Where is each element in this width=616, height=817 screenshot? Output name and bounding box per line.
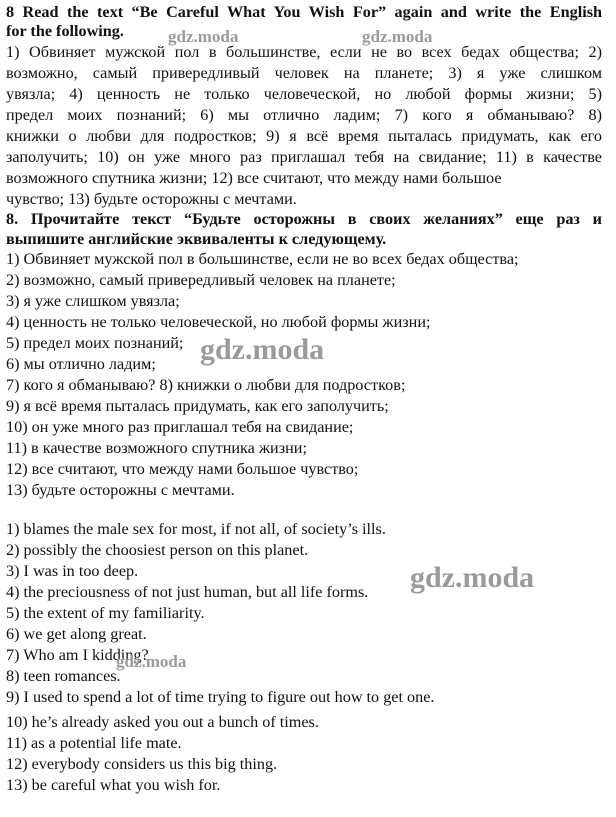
watermark: gdz.moda — [168, 27, 239, 46]
list-item: 11) в качестве возможного спутника жизни; — [6, 439, 307, 457]
watermark: gdz.moda — [362, 27, 433, 46]
watermark: gdz.moda — [200, 333, 325, 366]
answer-item: 5) the extent of my familiarity. — [6, 604, 205, 622]
paragraph-line: увязла; 4) ценность не только человеческой, но любой формы жизни; 5) — [6, 85, 602, 103]
watermark: gdz.moda — [410, 561, 535, 594]
watermark: gdz.moda — [116, 652, 187, 671]
paragraph-line: книжки о любви для подростков; 9) я всё время пыталась придумать, как его — [6, 127, 602, 145]
list-item: 12) все считают, что между нами большое чувство; — [6, 460, 359, 478]
answer-item: 8) teen romances. — [6, 667, 121, 685]
list-item: 3) я уже слишком увязла; — [6, 292, 180, 310]
list-item: 4) ценность не только человеческой, но любой формы жизни; — [6, 313, 431, 331]
paragraph-line: возможного спутника жизни; 12) все считают, что между нами большое — [6, 169, 502, 187]
paragraph-line: 1) Обвиняет мужской пол в большинстве, если не во всех бедах общества; 2) — [6, 43, 602, 61]
answer-item: 3) I was in too deep. — [6, 562, 139, 580]
list-item: 9) я всё время пыталась придумать, как его заполучить; — [6, 397, 389, 415]
list-item: 1) Обвиняет мужской пол в большинстве, если не во всех бедах общества; — [6, 250, 519, 268]
list-item: 2) возможно, самый привередливый человек на планете; — [6, 271, 396, 289]
answer-item: 9) I used to spend a lot of time trying to figure out how to get one. — [6, 688, 435, 706]
answer-item: 10) he’s already asked you out a bunch of times. — [6, 713, 319, 731]
answer-item: 2) possibly the choosiest person on this planet. — [6, 541, 309, 559]
paragraph-line: заполучить; 10) он уже много раз приглашал тебя на свидание; 11) в качестве — [6, 148, 602, 166]
paragraph-line: возможно, самый привередливый человек на планете; 3) я уже слишком — [6, 64, 602, 82]
list-item: 10) он уже много раз приглашал тебя на свидание; — [6, 418, 354, 436]
task-title-en-cont: for the following. — [6, 22, 124, 40]
list-item: 5) предел моих познаний; — [6, 334, 184, 352]
answer-item: 11) as a potential life mate. — [6, 734, 182, 752]
paragraph-line: чувство; 13) будьте осторожны с мечтами. — [6, 190, 297, 208]
task-title-ru-cont: выпишите английские эквиваленты к следующему. — [6, 230, 387, 248]
answer-item: 4) the preciousness of not just human, but all life forms. — [6, 583, 369, 601]
list-item: 13) будьте осторожны с мечтами. — [6, 481, 235, 499]
task-title-ru: 8. Прочитайте текст “Будьте осторожны в своих желаниях” еще раз и — [6, 210, 602, 228]
answer-item: 12) everybody considers us this big thing. — [6, 755, 278, 773]
answer-item: 7) Who am I kidding? — [6, 646, 149, 664]
answer-item: 1) blames the male sex for most, if not all, of society’s ills. — [6, 520, 386, 538]
list-item: 6) мы отлично ладим; — [6, 355, 156, 373]
answer-item: 6) we get along great. — [6, 625, 147, 643]
paragraph-line: предел моих познаний; 6) мы отлично ладим; 7) кого я обманываю? 8) — [6, 106, 602, 124]
task-title-en: 8 Read the text “Be Careful What You Wish For” again and write the English — [6, 3, 602, 21]
list-item: 7) кого я обманываю? 8) книжки о любви для подростков; — [6, 376, 406, 394]
answer-item: 13) be careful what you wish for. — [6, 776, 221, 794]
